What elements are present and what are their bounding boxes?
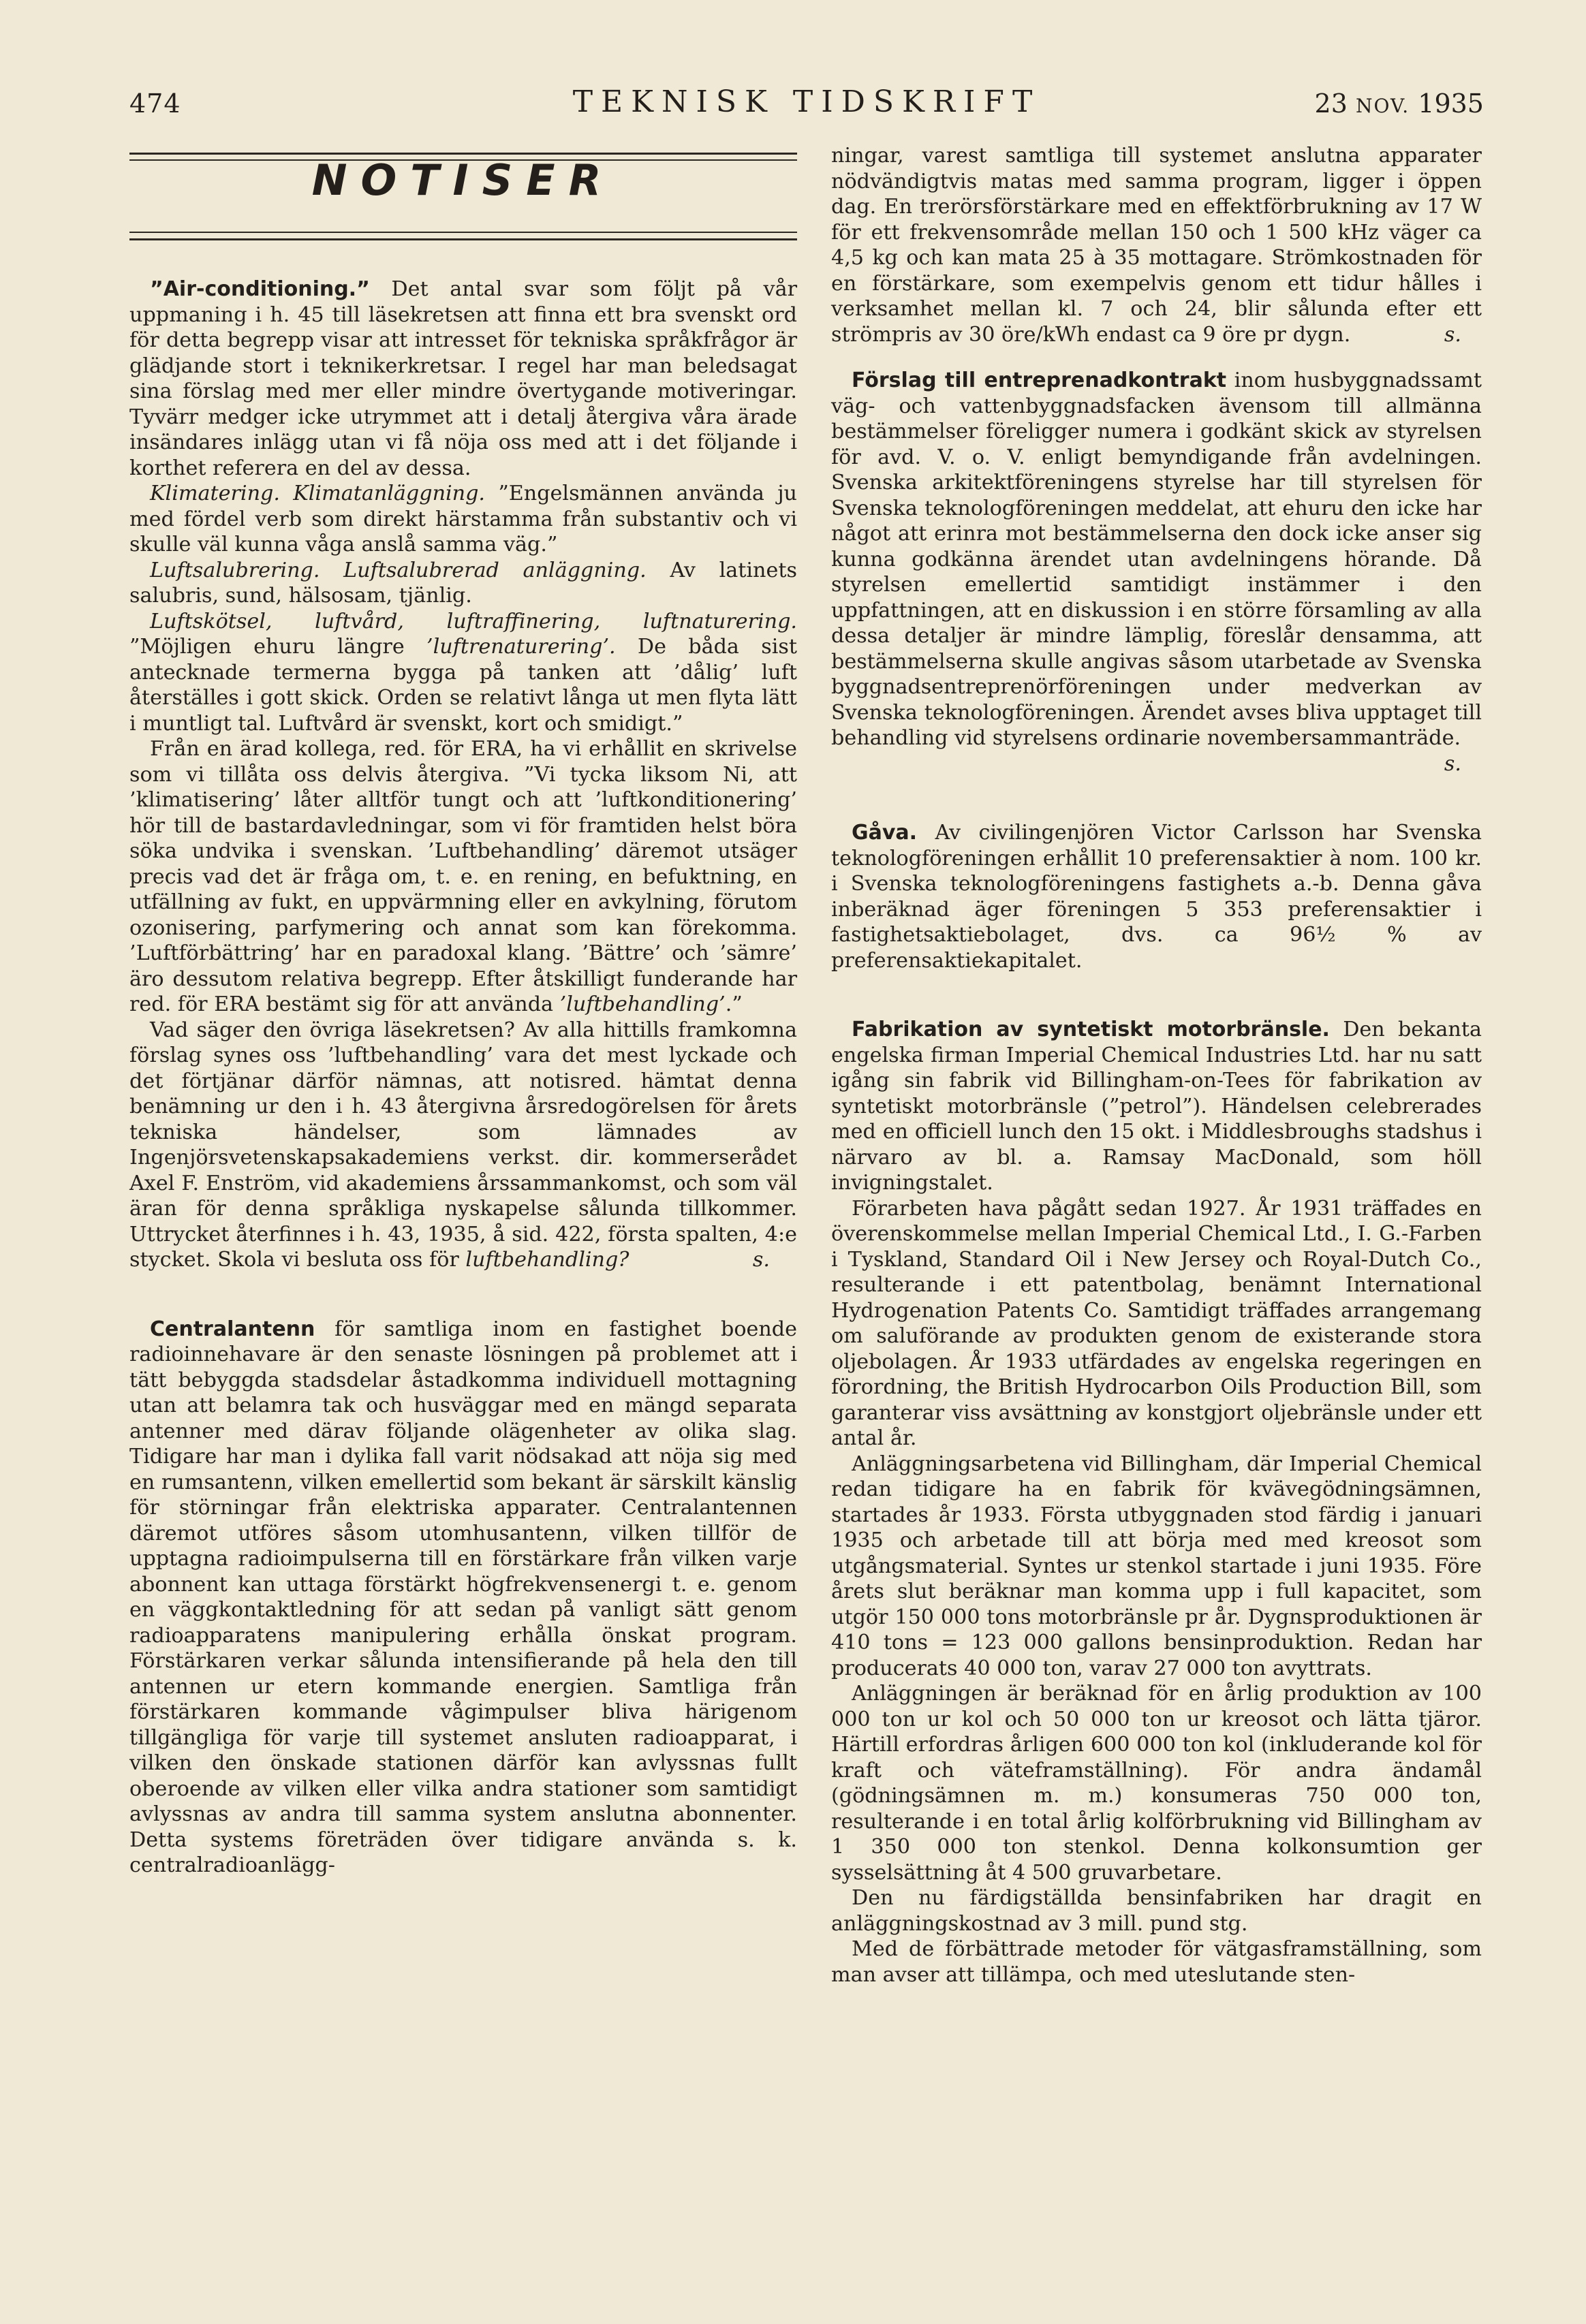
paragraph: Den bekanta engelska firman Imperial Chemical Industries Ltd. har nu satt igång sin fabrik vid Billingham-on-Tees för fabrikation av syntetiskt motorbränsle (”petrol”). Händelsen celebrerades med en officiell lunch den 15 okt. i Middlesbroughs stadshus i närvaro av bl. a. Ramsay MacDonald, som höll invigningstalet. <box>831 1018 1482 1195</box>
paragraph: inom husbyggnadssamt väg- och vattenbyggnadsfacken ävensom till allmänna bestämmelser föreligger numera i godkänt skick av styrelsen för avd. V. o. V. enligt bemyndigande från avdelningen. Svenska arkitektföreningens styrelse har till styrelsen för Svenska teknologföreningen meddelat, att ehuru den icke har något att erinra mot bestämmelserna den dock icke anser sig kunna godkänna ärendet utan avdelningens hörande. Då styrelsen emellertid samtidigt instämmer i den uppfattningen, att en diskussion i en större församling av alla dessa detaljer är mindre lämplig, föreslår densamma, att bestämmelserna skulle angivas såsom utarbetade av Svenska byggnadsentreprenörföreningen under medverkan av Svenska teknologföreningen. Ärendet avses bliva upptaget till behandling vid styrelsens ordinarie novembersammanträde. <box>831 368 1482 750</box>
section-title: NOTISER <box>311 155 615 205</box>
left-column <box>129 143 797 1879</box>
term: ’luftrenaturering’. <box>426 635 616 659</box>
paragraph: De båda sist antecknade termerna bygga på tanken att ’dålig’ luft återställes i gott skick. Orden se relativt långa ut men flyta lätt i muntligt tal. Luftvård är svenskt, kort och smidigt.” <box>129 635 797 736</box>
article-air-conditioning: ”Air-conditioning.” Det antal svar som följt på vår uppmaning i h. 45 till läsekretsen att finna ett bra svenskt ord för detta begrepp visar att intresset för tekniska språkfrågor är glädjande stort i teknikerkretsar. I regel har man beledsagat sina förslag med mer eller mindre övertygande motiveringar. Tyvärr medger icke utrymmet att i detalj återgiva våra ärade insändares inlägg utan vi få nöja oss med att i det följande i korthet referera en del av dessa. Klimatering. Klimatanläggning. ”Engelsmännen använda ju med fördel verb som direkt härstamma från substantiv och vi skulle väl kunna våga anslå samma väg.” Luftsalubrering. Luftsalubrerad anläggning. Av latinets salubris, sund, hälsosam, tjänlig. Luftskötsel, luftvård, luftraffinering, luftnaturering. ”Möjligen ehuru längre ’luftrenaturering’. De båda sist antecknade termerna bygga på tanken att ’dålig’ luft återställes i gott skick. Orden se relativt långa ut men flyta lätt i muntligt tal. Luftvård är svenskt, kort och smidigt.” Från en ärad kollega, red. för ERA, ha vi erhållit en skrivelse som vi tillåta oss delvis återgiva. ”Vi tycka liksom Ni, att ’klimatisering’ låter alltför tungt och att ’luftkonditionering’ hör till de bastardavledningar, som vi för framtiden helst böra söka undvika i svenskan. ’Luftbehandling’ däremot utsäger precis vad det är fråga om, t. e. en rening, en befuktning, en utfällning av fukt, en uppvärmning eller en avkylning, förutom ozonisering, parfymering och annat som kan förekomma. ’Luftförbättring’ har en paradoxal klang. ’Bättre’ och ’sämre’ äro dessutom relativa begrepp. Efter åtskilligt funderande har red. för ERA bestämt sig för att använda ’luftbehandling’.” Vad säger den övriga läsekretsen? Av alla hittills framkomna förslag synes oss ’luftbehandling’ vara det mest lyckade och det förtjänar därför nämnas, att notisred. hämtat denna benämning ur den i h. 43 återgivna årsredogörelsen för årets tekniska händelser, som lämnades av Ingenjörsvetenskapsakademiens verkst. dir. kommerserådet Axel F. Enström, vid akademiens årssammankomst, och som väl äran för denna språkliga nyskapelse sålunda tillkommer. Uttrycket återfinnes i h. 43, 1935, å sid. 422, första spalten, 4:e stycket. Skola vi besluta oss för luftbehandling? s. <box>129 277 797 1272</box>
page-header <box>129 82 1484 129</box>
article-lead: Gåva. <box>852 821 918 845</box>
paragraph: ”Möjligen ehuru längre <box>129 635 426 659</box>
rule-top-1 <box>129 153 797 155</box>
paragraph: Det antal svar som följt på vår uppmaning i h. 45 till läsekretsen att finna ett bra svenskt ord för detta begrepp visar att intresset för tekniska språkfrågor är glädjande stort i teknikerkretsar. I regel har man beledsagat sina förslag med mer eller mindre övertygande motiveringar. Tyvärr medger icke utrymmet att i detalj återgiva våra ärade insändares inlägg utan vi få nöja oss med att i det följande i korthet referera en del av dessa. <box>129 277 797 480</box>
paragraph: Av latinets salubris, sund, hälsosam, tjänlig. <box>129 558 797 608</box>
article-fabrikation <box>831 1017 1482 1988</box>
term: Luftsalubrering. Luftsalubrerad anläggning. <box>150 558 647 582</box>
paragraph: Av civilingenjören Victor Carlsson har Svenska teknologföreningen erhållit 10 preferensaktier à nom. 100 kr. i Svenska teknologföreningens fastighets a.-b. Denna gåva inberäknad äger föreningen 5 353 preferensaktier i fastighetsaktiebolaget, dvs. ca 96½ % av preferensaktiekapitalet. <box>831 821 1482 973</box>
article-lead: Fabrikation av syntetiskt motorbränsle. <box>852 1018 1330 1041</box>
rule-bottom-2 <box>129 238 797 240</box>
journal-title: TEKNISK TIDSKRIFT <box>572 84 1041 119</box>
paragraph: ”Engelsmännen använda ju med fördel verb som direkt härstamma från substantiv och vi skulle väl kunna våga anslå samma väg.” <box>129 482 797 556</box>
article-lead: Förslag till entreprenadkontrakt <box>852 368 1227 392</box>
section-heading-block <box>129 143 797 259</box>
signature: s. <box>1444 751 1461 776</box>
paragraph-continued: ningar, varest samtliga till systemet anslutna apparater nödvändigtvis matas med samma program, ligger i öppen dag. En trerörsförstärkare med en effektförbrukning av 17 W för ett frekvensområde mellan 150 och 1 500 kHz väger ca 4,5 kg och kan mata 25 à 35 mottagare. Strömkostnaden för en förstärkare, som exempelvis genom ett tidur hålles i verksamhet mellan kl. 7 och 24, blir sålunda efter ett strömpris av 30 öre/kWh endast ca 9 öre pr dygn. <box>831 144 1482 347</box>
paragraph: Anläggningen är beräknad för en årlig produktion av 100 000 ton ur kol och 50 000 ton ur kreosot och lätta tjäror. Härtill erfordras årligen 600 000 ton kol (inkluderande kol för kraft och väteframställning). För andra ändamål (gödningsämnen m. m.) konsumeras 750 000 ton, resulterande i en total årlig kolförbrukning vid Billingham av 1 350 000 ton stenkol. Denna kolkonsumtion ger sysselsättning åt 4 500 gruvarbetare. <box>831 1682 1482 1885</box>
paragraph: Med de förbättrade metoder för vätgasframställning, som man avser att tillämpa, och med uteslutande sten- <box>831 1937 1482 1987</box>
article-centralantenn <box>129 1317 797 1879</box>
paragraph: Anläggningsarbetena vid Billingham, där Imperial Chemical redan tidigare ha en fabrik för kvävegödningsämnen, startades år 1933. Första utbyggnaden stod färdig i januari 1935 och arbetade till att börja med med kreosot som utgångsmaterial. Syntes ur stenkol startade i juni 1935. Före årets slut beräknar man komma upp i full kapacitet, som utgör 150 000 tons motorbränsle pr år. Dygnsproduktionen är 410 tons = 123 000 gallons bensinproduktion. Redan har producerats 40 000 ton, varav 27 000 ton avyttrats. <box>831 1451 1482 1680</box>
term: ’luftbehandling’ <box>559 992 726 1016</box>
paragraph: Från en ärad kollega, red. för ERA, ha vi erhållit en skrivelse som vi tillåta oss delvis återgiva. ”Vi tycka liksom Ni, att ’klimatisering’ låter alltför tungt och att ’luftkonditionering’ hör till de bastardavledningar, som vi för framtiden helst böra söka undvika i svenskan. ’Luftbehandling’ däremot utsäger precis vad det är fråga om, t. e. en rening, en befuktning, en utfällning av fukt, en uppvärmning eller en avkylning, förutom ozonisering, parfymering och annat som kan förekomma. ’Luftförbättring’ har en paradoxal klang. ’Bättre’ och ’sämre’ äro dessutom relativa begrepp. Efter åtskilligt funderande har red. för ERA bestämt sig för att använda <box>129 737 797 1016</box>
rule-bottom-1 <box>129 232 797 233</box>
term: luftbehandling? <box>465 1248 629 1272</box>
signature: s. <box>752 1248 770 1272</box>
term: Klimatering. Klimatanläggning. <box>150 482 486 505</box>
page-number: 474 <box>129 89 181 119</box>
article-lead: Centralantenn <box>150 1317 315 1341</box>
term: Luftskötsel, luftvård, luftraffinering, luftnaturering. <box>150 609 797 633</box>
article-lead: ”Air-conditioning.” <box>150 277 370 301</box>
article-forslag <box>831 368 1482 776</box>
article-gava <box>831 820 1482 973</box>
right-column <box>831 143 1482 1988</box>
paragraph: för samtliga inom en fastighet boende radioinnehavare är den senaste lösningen på problemet att i tätt bebyggda stadsdelar åstadkomma individuell mottagning utan att belamra tak och husväggar med en mängd separata antenner med därav följande olägenheter av olika slag. Tidigare har man i dylika fall varit nödsakad att nöja sig med en rumsantenn, vilken emellertid som bekant är särskilt känslig för störningar från elektriska apparater. Centralantennen däremot utföres såsom utomhusantenn, vilken tillför de upptagna radioimpulserna till en förstärkare från vilken varje abonnent kan uttaga förstärkt högfrekvensenergi t. e. genom en väggkontaktledning för att sedan på vanligt sätt genom radioapparatens manipulering erhålla önskat program. Förstärkaren verkar sålunda intensifierande på hela den till antennen ur etern kommande energien. Samtliga från förstärkaren kommande vågimpulser bliva härigenom tillgängliga för varje till systemet ansluten radioapparat, i vilken den önskade stationen därför kan avlyssnas fullt oberoende av vilken eller vilka andra stationer som samtidigt avlyssnas av andra till samma system anslutna abonnenter. Detta systems företräden över tidigare använda s. k. centralradioanlägg- <box>129 1317 797 1877</box>
paragraph: Förarbeten hava pågått sedan 1927. År 1931 träffades en överenskommelse mellan Imperial Chemical Ltd., I. G.-Farben i Tyskland, Standard Oil i New Jersey och Royal-Dutch Co., resulterande i ett patentbolag, benämnt International Hydrogenation Patents Co. Samtidigt träffades arrangemang om saluförande av produkten genom de existerande stora oljebolagen. År 1933 utfärdades av engelska regeringen en förordning, the British Hydrocarbon Oils Production Bill, som garanterar viss avsättning av konstgjort oljebränsle under ett antal år. <box>831 1196 1482 1450</box>
paragraph: Vad säger den övriga läsekretsen? Av alla hittills framkomna förslag synes oss ’luftbehandling’ vara det mest lyckade och det förtjänar därför nämnas, att notisred. hämtat denna benämning ur den i h. 43 återgivna årsredogörelsen för årets tekniska händelser, som lämnades av Ingenjörsvetenskapsakademiens verkst. dir. kommerserådet Axel F. Enström, vid akademiens årssammankomst, och som väl äran för denna språkliga nyskapelse sålunda tillkommer. Uttrycket återfinnes i h. 43, 1935, å sid. 422, första spalten, 4:e stycket. Skola vi besluta oss för <box>129 1018 797 1272</box>
issue-date: 23 NOV. 1935 <box>1314 89 1484 119</box>
paragraph: Den nu färdigställda bensinfabriken har dragit en anläggningskostnad av 3 mill. pund stg. <box>831 1886 1482 1936</box>
signature: s. <box>1444 322 1461 347</box>
